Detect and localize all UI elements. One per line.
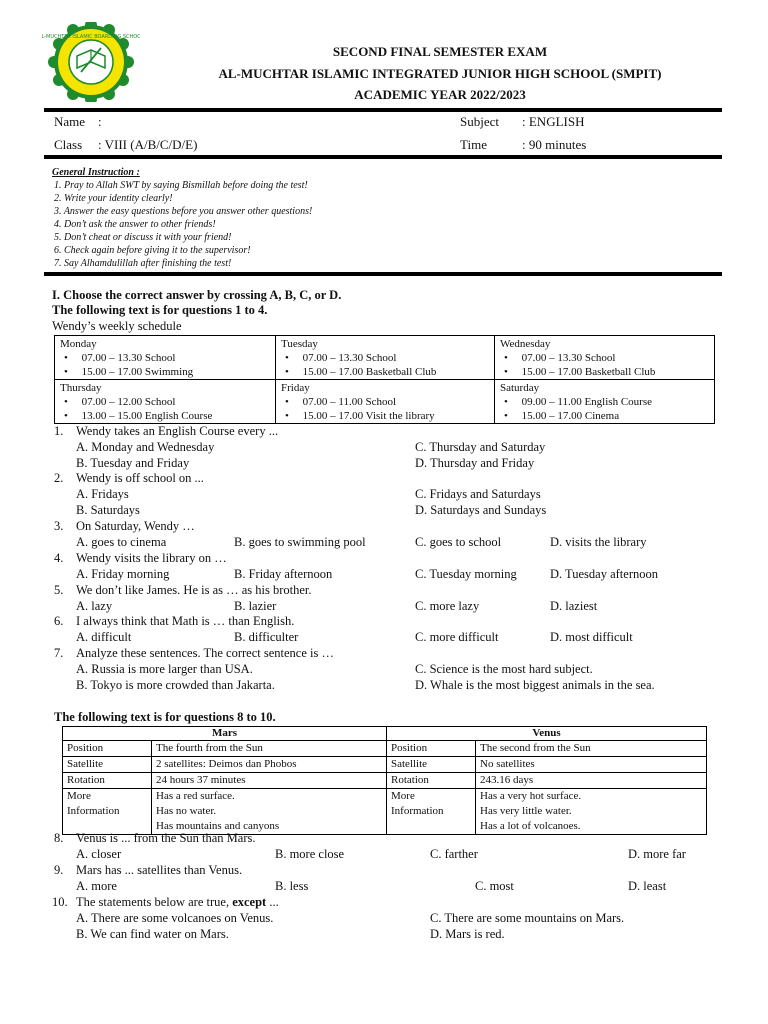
schedule-cell-tuesday (276, 336, 495, 380)
question-number: 9. (54, 863, 64, 877)
instruction-divider (44, 272, 722, 276)
answer-option[interactable]: D. Saturdays and Sundays (415, 503, 547, 517)
venus-value: The second from the Sun (476, 741, 707, 757)
answer-option[interactable]: C. more lazy (415, 599, 480, 613)
mars-value: 24 hours 37 minutes (152, 773, 387, 789)
question-stem: We don’t like James. He is as … as his brother. (76, 583, 312, 597)
schedule-item: • 07.00 – 13.30 School (64, 352, 176, 364)
name-label: Name (54, 114, 86, 129)
row-label: Rotation (63, 773, 152, 789)
schedule-item: • 07.00 – 13.30 School (504, 352, 616, 364)
schedule-cell-friday (276, 380, 495, 424)
schedule-item: • 15.00 – 17.00 Basketball Club (285, 366, 437, 378)
answer-option[interactable]: D. more far (628, 847, 686, 861)
instruction-item: 7. Say Alhamdulillah after finishing the test! (54, 258, 232, 269)
answer-option[interactable]: D. Whale is the most biggest animals in the sea. (415, 678, 655, 692)
schedule-item: • 15.00 – 17.00 Basketball Club (504, 366, 656, 378)
question-stem: Wendy visits the library on … (76, 551, 227, 565)
answer-option[interactable]: D. least (628, 879, 667, 893)
venus-value: 243.16 days (476, 773, 707, 789)
row-label: Position (63, 741, 152, 757)
answer-option[interactable]: B. difficulter (234, 630, 299, 644)
row-label: Satellite (387, 757, 476, 773)
answer-option[interactable]: A. Friday morning (76, 567, 170, 581)
instruction-item: 2. Write your identity clearly! (54, 193, 173, 204)
text-intro-1: The following text is for questions 1 to 4. (52, 303, 268, 317)
answer-option[interactable]: B. Saturdays (76, 503, 140, 517)
question-number: 4. (54, 551, 64, 565)
venus-value: No satellites (476, 757, 707, 773)
question-stem: Wendy takes an English Course every ... (76, 424, 279, 438)
answer-option[interactable]: C. goes to school (415, 535, 502, 549)
question-number: 8. (54, 831, 64, 845)
question-stem: Wendy is off school on ... (76, 471, 204, 485)
answer-option[interactable]: B. less (275, 879, 309, 893)
answer-option[interactable]: C. Fridays and Saturdays (415, 487, 541, 501)
question-number: 1. (54, 424, 64, 438)
day-name: Saturday (500, 382, 540, 394)
venus-header: Venus (387, 727, 707, 741)
answer-option[interactable]: B. Tokyo is more crowded than Jakarta. (76, 678, 275, 692)
row-label-more: More Information (63, 789, 152, 835)
question-number: 2. (54, 471, 64, 485)
row-label: Position (387, 741, 476, 757)
school-logo (42, 22, 140, 102)
row-label: Satellite (63, 757, 152, 773)
mars-value: 2 satellites: Deimos dan Phobos (152, 757, 387, 773)
schedule-item: • 09.00 – 11.00 English Course (504, 396, 652, 408)
schedule-item: • 07.00 – 12.00 School (64, 396, 176, 408)
mars-header: Mars (63, 727, 387, 741)
answer-option[interactable]: A. There are some volcanoes on Venus. (76, 911, 274, 925)
answer-option[interactable]: C. most (475, 879, 514, 893)
answer-option[interactable]: A. Russia is more larger than USA. (76, 662, 253, 676)
question-stem: I always think that Math is … than English. (76, 614, 295, 628)
mars-more-info: Has a red surface. Has no water. Has mountains and canyons (152, 789, 387, 835)
schedule-item: • 07.00 – 11.00 School (285, 396, 397, 408)
answer-option[interactable]: A. more (76, 879, 117, 893)
answer-option[interactable]: B. Friday afternoon (234, 567, 333, 581)
instruction-item: 6. Check again before giving it to the supervisor! (54, 245, 251, 256)
name-field[interactable]: : (98, 114, 102, 129)
schedule-cell-monday (55, 336, 276, 380)
academic-year: ACADEMIC YEAR 2022/2023 (354, 87, 526, 102)
answer-option[interactable]: B. Tuesday and Friday (76, 456, 190, 470)
day-name: Monday (60, 338, 97, 350)
answer-option[interactable]: A. Monday and Wednesday (76, 440, 215, 454)
row-label: Rotation (387, 773, 476, 789)
instruction-item: 3. Answer the easy questions before you answer other questions! (54, 206, 313, 217)
schedule-item: • 15.00 – 17.00 Cinema (504, 410, 620, 422)
header-divider (44, 108, 722, 112)
question-number: 6. (54, 614, 64, 628)
time-label: Time (460, 137, 487, 152)
answer-option[interactable]: C. There are some mountains on Mars. (430, 911, 625, 925)
day-name: Tuesday (281, 338, 318, 350)
schedule-cell-wednesday (495, 336, 715, 380)
answer-option[interactable]: C. Science is the most hard subject. (415, 662, 593, 676)
question-stem: On Saturday, Wendy … (76, 519, 195, 533)
schedule-cell-thursday (55, 380, 276, 424)
answer-option[interactable]: A. goes to cinema (76, 535, 167, 549)
answer-option[interactable]: B. lazier (234, 599, 277, 613)
question-number: 3. (54, 519, 64, 533)
answer-option[interactable]: B. We can find water on Mars. (76, 927, 229, 941)
question-stem: Analyze these sentences. The correct sentence is … (76, 646, 334, 660)
schedule-cell-saturday (495, 380, 715, 424)
answer-option[interactable]: A. Fridays (76, 487, 129, 501)
answer-option[interactable]: D. Mars is red. (430, 927, 505, 941)
mars-value: The fourth from the Sun (152, 741, 387, 757)
answer-option[interactable]: D. visits the library (550, 535, 647, 549)
answer-option[interactable]: B. more close (275, 847, 345, 861)
question-stem: Mars has ... satellites than Venus. (76, 863, 243, 877)
instruction-item: 5. Don’t cheat or discuss it with your friend! (54, 232, 232, 243)
instruction-title: General Instruction : (52, 167, 140, 178)
schedule-item: • 15.00 – 17.00 Visit the library (285, 410, 435, 422)
time-value: : 90 minutes (522, 137, 587, 152)
schedule-item: • 15.00 – 17.00 Swimming (64, 366, 194, 378)
answer-option[interactable]: A. closer (76, 847, 122, 861)
answer-option[interactable]: B. goes to swimming pool (234, 535, 366, 549)
day-name: Thursday (60, 382, 102, 394)
subject-value: : ENGLISH (522, 114, 585, 129)
day-name: Friday (281, 382, 310, 394)
answer-option[interactable]: D. laziest (550, 599, 598, 613)
schedule-table (54, 335, 715, 424)
logo-text: AL-MUCHTAR ISLAMIC BOARDING SCHOOL (42, 34, 140, 40)
answer-option[interactable]: D. most difficult (550, 630, 633, 644)
class-value: : VIII (A/B/C/D/E) (98, 137, 198, 152)
text-intro-2: The following text is for questions 8 to 10. (54, 710, 276, 724)
planet-table (62, 726, 707, 835)
schedule-item: • 07.00 – 13.30 School (285, 352, 397, 364)
question-stem: Venus is ... from the Sun than Mars. (76, 831, 256, 845)
section-title: I. Choose the correct answer by crossing A, B, C, or D. (52, 288, 342, 302)
answer-option[interactable]: C. Thursday and Saturday (415, 440, 546, 454)
answer-option[interactable]: C. farther (430, 847, 478, 861)
identity-divider (44, 155, 722, 159)
answer-option[interactable]: A. lazy (76, 599, 113, 613)
row-label-more: More Information (387, 789, 476, 835)
answer-option[interactable]: D. Tuesday afternoon (550, 567, 658, 581)
venus-more-info: Has a very hot surface. Has very little water. Has a lot of volcanoes. (476, 789, 707, 835)
subject-label: Subject (460, 114, 499, 129)
answer-option[interactable]: C. more difficult (415, 630, 499, 644)
exam-title: SECOND FINAL SEMESTER EXAM (332, 44, 548, 59)
answer-option[interactable]: C. Tuesday morning (415, 567, 517, 581)
day-name: Wednesday (500, 338, 551, 350)
instruction-item: 1. Pray to Allah SWT by saying Bismillah before doing the test! (54, 180, 308, 191)
question-number: 5. (54, 583, 64, 597)
school-name: AL-MUCHTAR ISLAMIC INTEGRATED JUNIOR HIGH SCHOOL (SMPIT) (218, 66, 662, 81)
question-number: 7. (54, 646, 64, 660)
schedule-item: • 13.00 – 15.00 English Course (64, 410, 213, 422)
class-label: Class (54, 137, 83, 152)
question-number: 10. (52, 895, 68, 909)
question-stem: The statements below are true, except ... (76, 895, 279, 909)
answer-option[interactable]: A. difficult (76, 630, 132, 644)
schedule-title: Wendy’s weekly schedule (52, 319, 182, 333)
answer-option[interactable]: D. Thursday and Friday (415, 456, 535, 470)
instruction-item: 4. Don’t ask the answer to other friends! (54, 219, 216, 230)
